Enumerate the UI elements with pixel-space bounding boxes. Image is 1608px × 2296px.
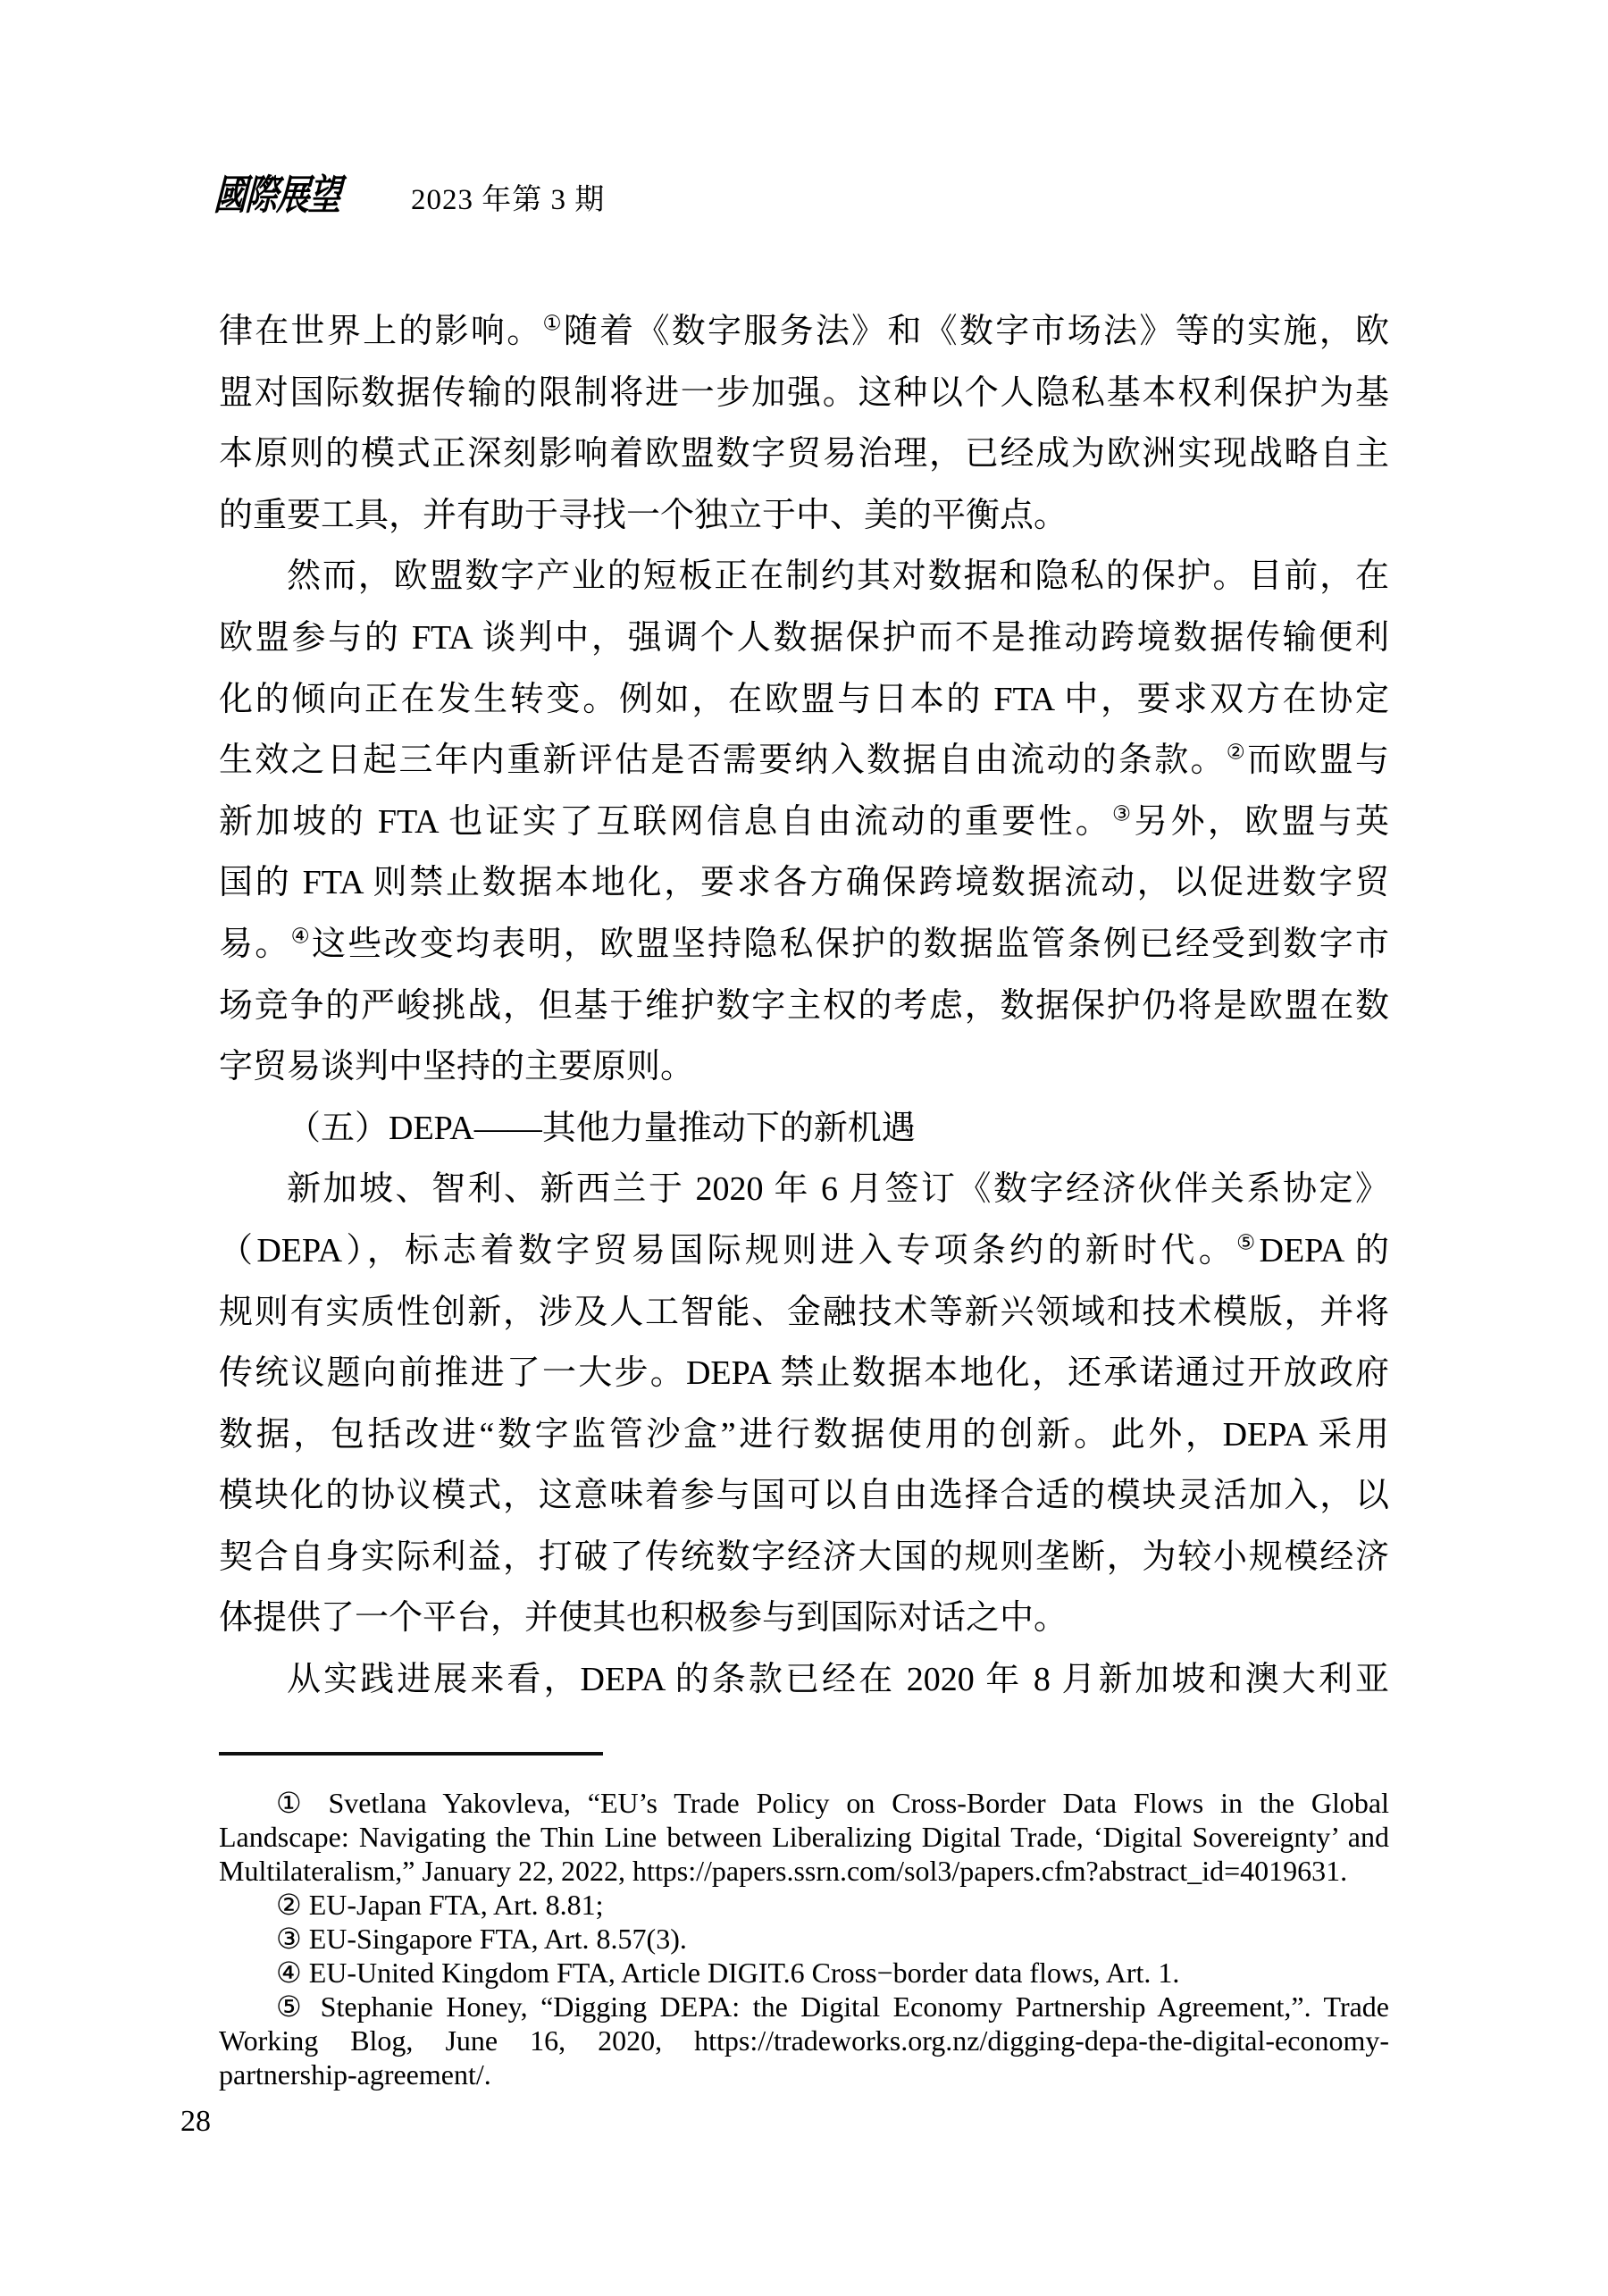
footnote-line: partnership-agreement/. (219, 2058, 491, 2091)
footnote-line: ③ EU-Singapore FTA, Art. 8.57(3). (276, 1923, 687, 1955)
body-line: （五）DEPA——其他力量推动下的新机遇 (287, 1109, 916, 1147)
page-header (213, 168, 605, 227)
footnote-line: ② EU-Japan FTA, Art. 8.81; (276, 1889, 604, 1921)
footnote-line: ⑤ Stephanie Honey, “Digging DEPA: the Digital Economy Partnership Agreement,”. Trade (276, 1990, 1389, 2023)
body-line: 然而，欧盟数字产业的短板正在制约其对数据和隐私的保护。目前，在 (287, 557, 1389, 596)
footnote-line: ④ EU-United Kingdom FTA, Article DIGIT.6 Cross−border data flows, Art. 1. (276, 1957, 1180, 1989)
footnote-ref: ① (542, 312, 564, 336)
body-line: 化的倾向正在发生转变。例如，在欧盟与日本的 FTA 中，要求双方在协定 (219, 680, 1389, 718)
footnote-ref: ③ (1112, 802, 1135, 826)
body-line: 从实践进展来看，DEPA 的条款已经在 2020 年 8 月新加坡和澳大利亚 (287, 1661, 1389, 1699)
issue-label: 2023 年第 3 期 (411, 184, 606, 216)
body-line: 易。④这些改变均表明，欧盟坚持隐私保护的数据监管条例已经受到数字市 (219, 925, 1389, 963)
journal-logo: 國際展望 (213, 171, 341, 219)
body-line: 契合自身实际利益，打破了传统数字经济大国的规则垄断，为较小规模经济 (219, 1538, 1389, 1576)
body-line: 欧盟参与的 FTA 谈判中，强调个人数据保护而不是推动跨境数据传输便利 (219, 618, 1389, 657)
footnote-line: ① Svetlana Yakovleva, “EU’s Trade Policy on Cross-Border Data Flows in the Global (276, 1787, 1389, 1819)
footnote-ref: ④ (290, 925, 312, 949)
page-number: 28 (180, 2105, 211, 2138)
body-line: 数据，包括改进“数字监管沙盒”进行数据使用的创新。此外，DEPA 采用 (219, 1415, 1389, 1454)
body-line: 本原则的模式正深刻影响着欧盟数字贸易治理，已经成为欧洲实现战略自主 (219, 435, 1389, 473)
body-line: 的重要工具，并有助于寻找一个独立于中、美的平衡点。 (219, 496, 1068, 534)
body-line: 场竞争的严峻挑战，但基于维护数字主权的考虑，数据保护仍将是欧盟在数 (219, 986, 1389, 1025)
body-line: 盟对国际数据传输的限制将进一步加强。这种以个人隐私基本权利保护为基 (219, 373, 1389, 412)
footnote-ref: ⑤ (1236, 1231, 1260, 1255)
body-line: 字贸易谈判中坚持的主要原则。 (219, 1048, 695, 1086)
body-line: 国的 FTA 则禁止数据本地化，要求各方确保跨境数据流动，以促进数字贸 (219, 864, 1389, 902)
footnotes (219, 1786, 1389, 2091)
body-line: 模块化的协议模式，这意味着参与国可以自由选择合适的模块灵活加入，以 (219, 1477, 1389, 1515)
footnote-line: Landscape: Navigating the Thin Line between Liberalizing Digital Trade, ‘Digital Sovereignty’ and (219, 1821, 1389, 1853)
body-line: 生效之日起三年内重新评估是否需要纳入数据自由流动的条款。②而欧盟与 (219, 741, 1389, 780)
footnote-ref: ② (1226, 741, 1248, 765)
body-line: 传统议题向前推进了一大步。DEPA 禁止数据本地化，还承诺通过开放政府 (219, 1354, 1389, 1393)
footnote-line: Working Blog, June 16, 2020, https://tradeworks.org.nz/digging-depa-the-digital-economy- (219, 2024, 1389, 2057)
body-line: （DEPA），标志着数字贸易国际规则进入专项条约的新时代。⑤DEPA 的 (219, 1231, 1389, 1270)
footnote-line: Multilateralism,” January 22, 2022, https://papers.ssrn.com/sol3/papers.cfm?abstract_id=4019631. (219, 1855, 1348, 1887)
body-line: 体提供了一个平台，并使其也积极参与到国际对话之中。 (219, 1599, 1068, 1638)
footnote-separator (219, 1752, 603, 1756)
body-line: 新加坡的 FTA 也证实了互联网信息自由流动的重要性。③另外，欧盟与英 (219, 802, 1389, 841)
body-line: 律在世界上的影响。①随着《数字服务法》和《数字市场法》等的实施，欧 (219, 312, 1389, 350)
body-line: 新加坡、智利、新西兰于 2020 年 6 月签订《数字经济伙伴关系协定》 (287, 1170, 1389, 1209)
body-text (219, 301, 1389, 1711)
body-line: 规则有实质性创新，涉及人工智能、金融技术等新兴领域和技术模版，并将 (219, 1293, 1389, 1331)
